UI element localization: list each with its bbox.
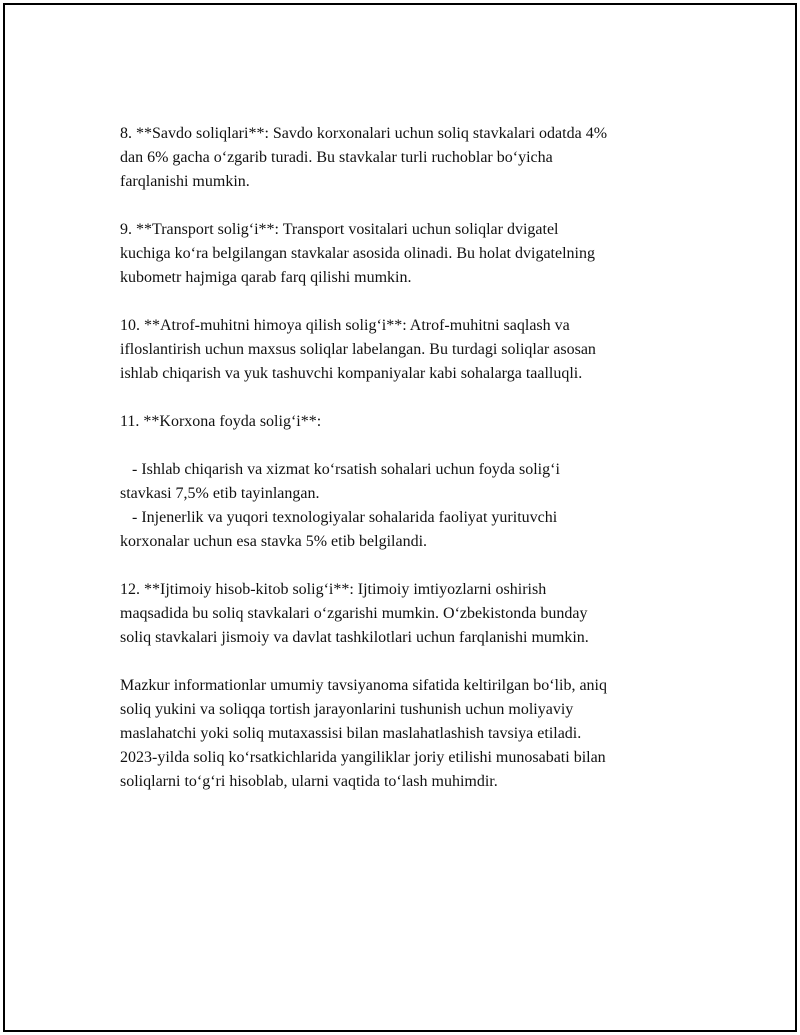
text-line: ifloslantirish uchun maxsus soliqlar labelangan. Bu turdagi soliqlar asosan xyxy=(120,341,596,358)
text-line: 2023-yilda soliq koʻrsatkichlarida yangiliklar joriy etilishi munosabati bilan xyxy=(120,749,606,766)
paragraph-conclusion xyxy=(120,674,700,794)
document-page xyxy=(3,3,797,1032)
list-item: - Ishlab chiqarish va xizmat koʻrsatish sohalari uchun foyda soligʻi xyxy=(120,461,560,478)
text-line: Mazkur informationlar umumiy tavsiyanoma sifatida keltirilgan boʻlib, aniq xyxy=(120,677,607,694)
text-line: farqlanishi mumkin. xyxy=(120,173,250,190)
text-line: dan 6% gacha oʻzgarib turadi. Bu stavkalar turli ruchoblar boʻyicha xyxy=(120,149,553,166)
paragraph-korxona-foyda-soligi-heading xyxy=(120,410,700,434)
text-line: stavkasi 7,5% etib tayinlangan. xyxy=(120,485,320,502)
text-line: kubometr hajmiga qarab farq qilishi mumkin. xyxy=(120,269,412,286)
list-item: - Injenerlik va yuqori texnologiyalar sohalarida faoliyat yurituvchi xyxy=(120,509,558,526)
text-line: 8. **Savdo soliqlari**: Savdo korxonalari uchun soliq stavkalari odatda 4% xyxy=(120,125,608,142)
paragraph-transport-soligi xyxy=(120,218,700,290)
text-line: maslahatchi yoki soliq mutaxassisi bilan maslahatlashish tavsiya etiladi. xyxy=(120,725,582,742)
paragraph-atrof-muhit-soligi xyxy=(120,314,700,386)
paragraph-korxona-foyda-soligi-list xyxy=(120,458,700,554)
paragraph-savdo-soliqlari xyxy=(120,122,700,194)
text-line: soliq yukini va soliqqa tortish jarayonlarini tushunish uchun moliyaviy xyxy=(120,701,574,718)
text-line: maqsadida bu soliq stavkalari oʻzgarishi mumkin. Oʻzbekistonda bunday xyxy=(120,605,588,622)
text-line: soliqlarni toʻgʻri hisoblab, ularni vaqtida toʻlash muhimdir. xyxy=(120,773,498,790)
text-line: 12. **Ijtimoiy hisob-kitob soligʻi**: Ijtimoiy imtiyozlarni oshirish xyxy=(120,581,547,598)
text-line: kuchiga koʻra belgilangan stavkalar asosida olinadi. Bu holat dvigatelning xyxy=(120,245,595,262)
paragraph-ijtimoiy-soligi xyxy=(120,578,700,650)
text-line: soliq stavkalari jismoiy va davlat tashkilotlari uchun farqlanishi mumkin. xyxy=(120,629,589,646)
document-body xyxy=(120,122,700,818)
text-line: 9. **Transport soligʻi**: Transport vositalari uchun soliqlar dvigatel xyxy=(120,221,559,238)
text-line: korxonalar uchun esa stavka 5% etib belgilandi. xyxy=(120,533,428,550)
text-line: ishlab chiqarish va yuk tashuvchi kompaniyalar kabi sohalarga taalluqli. xyxy=(120,365,583,382)
text-line: 11. **Korxona foyda soligʻi**: xyxy=(120,413,322,430)
text-line: 10. **Atrof-muhitni himoya qilish soligʻi**: Atrof-muhitni saqlash va xyxy=(120,317,570,334)
